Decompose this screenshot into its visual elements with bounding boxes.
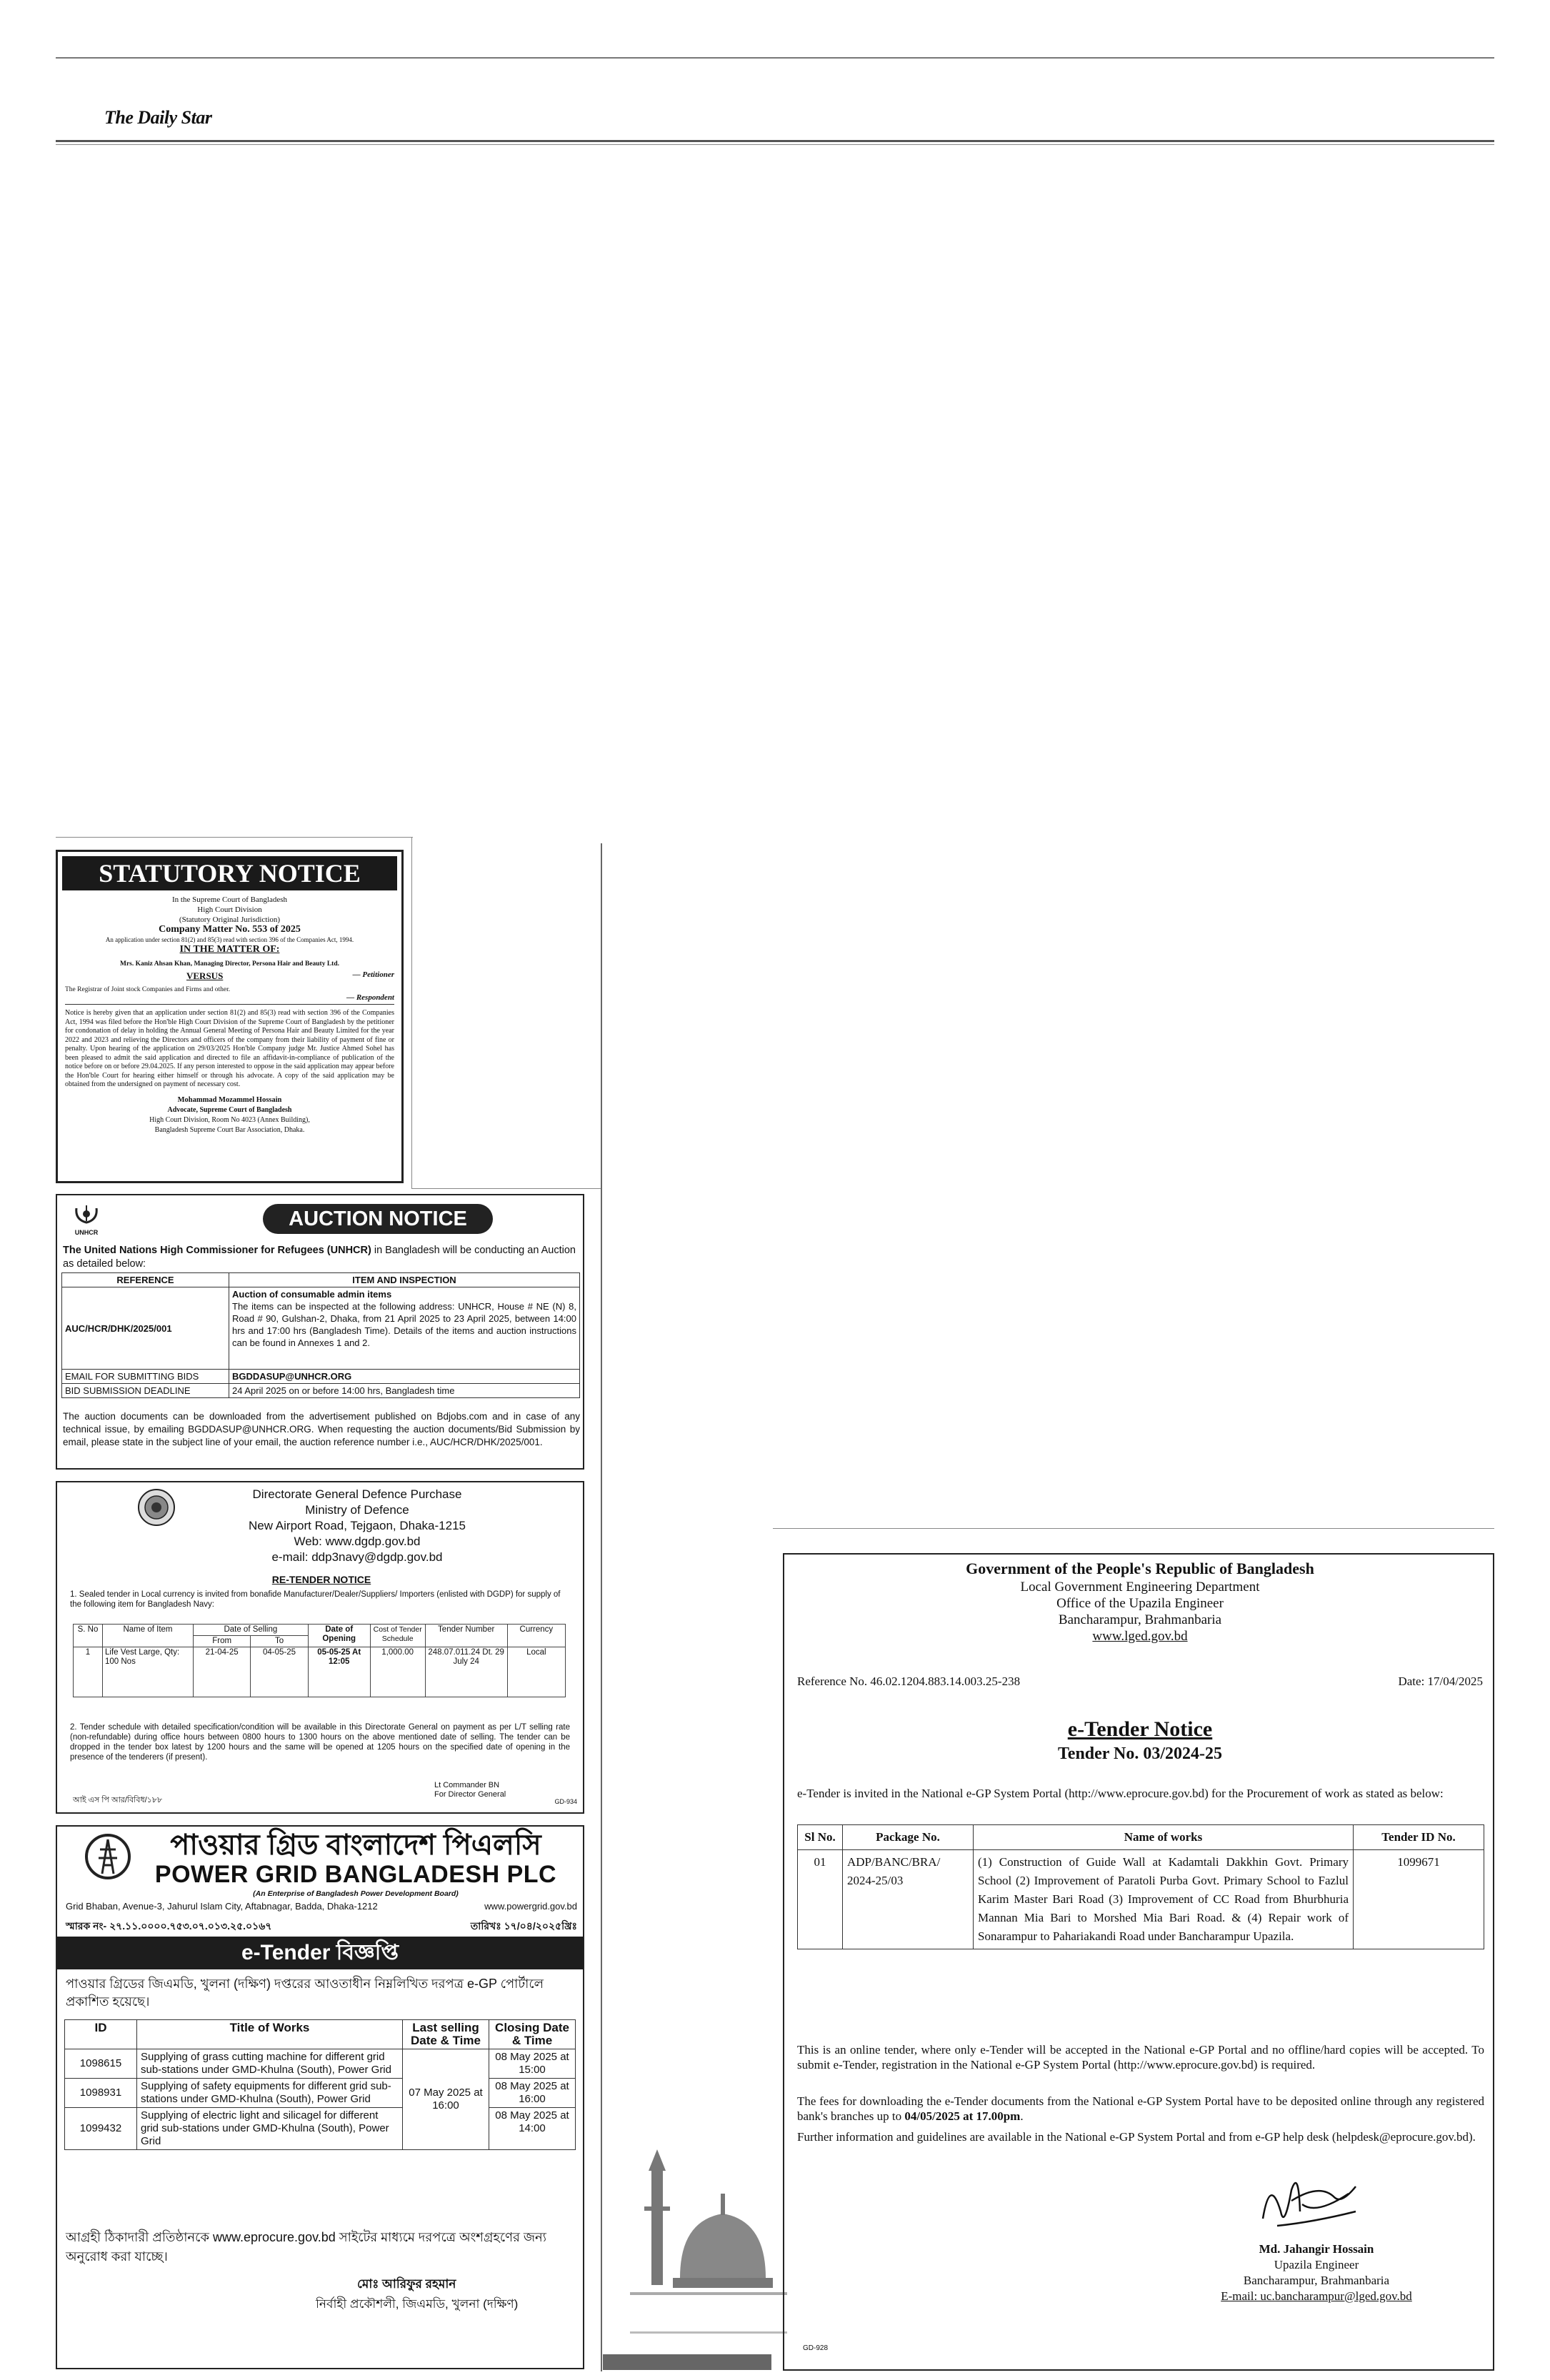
auction-title: AUCTION NOTICE [263,1204,493,1234]
h-date-opening: Date of Opening [308,1625,370,1647]
top-rule [56,57,1494,59]
powergrid-cta: আগ্রহী ঠিকাদারী প্রতিষ্ঠানকে www.eprocure.gov.bd সাইটের মাধ্যমে দরপত্রে অংশগ্রহণের জন্য অনুরোধ করা যাচ্ছে। [66,2230,546,2264]
deadline-label: BID SUBMISSION DEADLINE [62,1384,229,1398]
bid-email[interactable]: BGDDASUP@UNHCR.ORG [229,1370,580,1384]
r-tender-id: 1099671 [1354,1850,1484,1949]
ispr-ref: আই এস পি আর/বিবিধ/১৮৮ [73,1796,163,1804]
powergrid-table [64,2019,576,2150]
column-divider [601,843,602,2371]
unhcr-emblem-icon [72,1201,101,1225]
lged-sig-email[interactable]: E-mail: uc.bancharampur@lged.gov.bd [1221,2289,1412,2303]
respondent-name: The Registrar of Joint stock Companies and Firms and other. [65,986,231,993]
lged-date: Date: 17/04/2025 [1398,1674,1483,1688]
lged-tender-number: Tender No. 03/2024-25 [1057,1744,1222,1763]
lged-ref-line [797,1674,1483,1689]
h-cost: Cost of Tender Schedule [370,1625,425,1647]
email-label: EMAIL FOR SUBMITTING BIDS [62,1370,229,1384]
auction-footer: The auction documents can be downloaded from the advertisement published on Bdjobs.com and in case of any technical issue, by emailing BGDDASUP@UNHCR.ORG. When requesting the auction documents/Bid Submission by email, please state in the subject line of your email, the auction reference number i.e., AUC/HCR/DHK/2025/001. [63,1411,580,1447]
h-tender-number: Tender Number [425,1625,507,1647]
auction-intro [63,1244,579,1271]
lged-para-fees [797,2094,1484,2124]
lged-signature [1184,2241,1449,2304]
dgdp-emblem-icon [137,1488,176,1527]
row-closing: 08 May 2025 at 16:00 [489,2079,576,2108]
advocate-title: Advocate, Supreme Court of Bangladesh [167,1105,292,1114]
versus-label: VERSUS [186,970,224,981]
lged-fees-text: The fees for downloading the e-Tender documents from the National e-GP System Portal have to be deposited online through any registered bank's branches up to [797,2094,1484,2123]
lged-fees-deadline: 04/05/2025 at 17.00pm [904,2109,1021,2123]
r-from: 21-04-25 [194,1647,251,1697]
auction-notice [56,1194,584,1470]
in-the-matter: IN THE MATTER OF: [179,944,280,955]
lged-etender-notice [783,1553,1494,2371]
dgdp-web[interactable]: Web: www.dgdp.gov.bd [294,1535,421,1548]
dgdp-address: New Airport Road, Tejgaon, Dhaka-1215 [249,1519,466,1532]
h-item-name: Name of Item [103,1625,194,1647]
court-line-1: In the Supreme Court of Bangladesh [172,895,287,904]
r-sl: 01 [798,1850,843,1949]
application-line: An application under section 81(2) and 85(3) read with section 396 of the Companies Act, 1994. [105,936,354,943]
h-last-selling: Last selling Date & Time [403,2020,489,2049]
petitioner-name: Mrs. Kaniz Ahsan Khan, Managing Director, Persona Hair and Beauty Ltd. [119,960,339,968]
lged-department: Local Government Engineering Department [1020,1580,1260,1595]
table-row [798,1850,1484,1949]
bid-deadline: 24 April 2025 on or before 14:00 hrs, Bangladesh time [229,1384,580,1398]
dgdp-table [73,1624,566,1697]
header-rule-thin [56,144,1494,145]
table-row [65,2079,576,2108]
lged-title: e-Tender Notice [1067,1717,1213,1741]
lged-sig-name: Md. Jahangir Hossain [1259,2242,1374,2256]
powergrid-intro: পাওয়ার গ্রিডের জিএমডি, খুলনা (দক্ষিণ) দপ্তরের আওতাধীন নিম্নলিখিত দরপত্র e-GP পোর্টালে প্রকাশিত হয়েছে। [66,1977,544,2009]
dgdp-name: Directorate General Defence Purchase [252,1487,462,1501]
masthead-logo: The Daily Star [104,107,212,128]
dgdp-ministry: Ministry of Defence [305,1503,409,1517]
powergrid-subtitle: (An Enterprise of Bangladesh Power Development Board) [253,1889,459,1898]
r-package: ADP/BANC/BRA/ 2024-25/03 [843,1850,974,1949]
dgdp-para-2: 2. Tender schedule with detailed specification/condition will be available in this Directorate General on payment as per L/T selling rate (non-refundable) during office hours between 0800 hours to 1300 hours on the above mentioned date of selling. The tender can be dropped in the tender box latest by 1200 hours and the same will be opened at 1205 hours on the specified date of opening in the presence of the tenderers (if present). [70,1723,570,1762]
r-currency: Local [507,1647,565,1697]
dgdp-sig-rank: Lt Commander BN [434,1781,500,1789]
table-row [65,2049,576,2079]
r-to: 04-05-25 [251,1647,308,1697]
lged-sig-location: Bancharampur, Brahmanbaria [1243,2274,1390,2287]
statutory-notice [56,850,404,1183]
lged-invite: e-Tender is invited in the National e-GP System Portal (http://www.eprocure.gov.bd) for the Procurement of work as stated as below: [797,1787,1444,1800]
auction-intro-org: The United Nations High Commissioner for Refugees (UNHCR) [63,1245,371,1256]
r-cost: 1,000.00 [370,1647,425,1697]
row-id: 1098615 [65,2049,137,2079]
auction-intro-rest: in Bangladesh will be conducting an Auction as detailed below: [63,1245,576,1270]
court-line-2: High Court Division [197,905,262,914]
lged-location: Bancharampur, Brahmanbaria [1058,1612,1222,1627]
h-to: To [251,1636,308,1647]
powergrid-address: Grid Bhaban, Avenue-3, Jahurul Islam City, Aftabnagar, Badda, Dhaka-1212 [66,1901,378,1912]
header-rule [56,140,1494,142]
left-column-step-rule [411,1188,601,1189]
col-item-inspection: ITEM AND INSPECTION [229,1273,580,1287]
r-sno: 1 [74,1647,103,1697]
lged-sig-title: Upazila Engineer [1274,2258,1359,2271]
powergrid-name-english: POWER GRID BANGLADESH PLC [154,1861,557,1888]
powergrid-etender-notice [56,1825,584,2369]
powergrid-web[interactable]: www.powergrid.gov.bd [484,1901,577,1912]
company-matter: Company Matter No. 553 of 2025 [159,924,301,935]
statutory-divider [65,1004,394,1005]
h-title-works: Title of Works [137,2020,403,2049]
dgdp-retender-notice [56,1481,584,1814]
court-line-3: (Statutory Original Jurisdiction) [179,915,281,924]
lged-header [784,1559,1496,1645]
dgdp-email[interactable]: e-mail: ddp3navy@dgdp.gov.bd [271,1550,443,1564]
right-column-rule [773,1528,1494,1529]
gray-bar [603,2354,771,2370]
auction-item-title: Auction of consumable admin items [232,1289,392,1300]
left-column-top-rule [56,837,413,838]
lged-fees-end: . [1020,2109,1024,2123]
h-currency: Currency [507,1625,565,1647]
unhcr-logo [69,1201,104,1236]
row-id: 1099432 [65,2108,137,2150]
row-title: Supplying of safety equipments for different grid sub-stations under GMD-Khulna (South), Power Grid [137,2079,403,2108]
etender-banner: e-Tender বিজ্ঞপ্তি [57,1937,583,1969]
powergrid-address-line [66,1901,577,1912]
h-date-selling: Date of Selling [194,1625,309,1636]
signature-icon [1249,2161,1370,2240]
r-item-name: Life Vest Large, Qty: 100 Nos [103,1647,194,1697]
powergrid-date: তারিখঃ ১৭/০৪/২০২৫খ্রিঃ [470,1920,577,1932]
h-package: Package No. [843,1825,974,1850]
unhcr-wordmark: UNHCR [74,1229,99,1236]
powergrid-memo: স্মারক নং- ২৭.১১.০০০০.৭৫৩.০৭.০১৩.২৫.০১৬৭ [66,1920,272,1932]
petitioner-label: — Petitioner [352,970,394,979]
r-works: (1) Construction of Guide Wall at Kadamtali Dakkhin Govt. Primary School (2) Improvement of Paratoli Purba Govt. Primary School to Fazlul Karim Master Bari Road (3) Improvement of CC Road from Bhurbhuria Mannan Mia Bari to Morshed Mia Bari Road. & (4) Repair work of Sonarampur to Pahariakandi Road under Bancharampur Upazila. [974,1850,1354,1949]
table-row [65,2108,576,2150]
h-tender-id: Tender ID No. [1354,1825,1484,1850]
h-works: Name of works [974,1825,1354,1850]
lged-para-online: This is an online tender, where only e-Tender will be accepted in the National e-GP Portal and no offline/hard copies will be accepted. To submit e-Tender, registration in the National e-GP System Portal (http://www.eprocure.gov.bd) is required. [797,2043,1484,2072]
powergrid-sig-title: নির্বাহী প্রকৌশলী, জিএমডি, খুলনা (দক্ষিণ) [316,2297,519,2311]
powergrid-logo-icon [84,1832,131,1881]
lged-reference: Reference No. 46.02.1204.883.14.003.25-238 [797,1674,1021,1688]
retender-heading: RE-TENDER NOTICE [271,1574,371,1585]
advocate-room: High Court Division, Room No 4023 (Annex Building), [149,1115,310,1124]
left-column-divider [411,837,412,1188]
auction-table [61,1272,580,1398]
r-tender-number: 248.07.011.24 Dt. 29 July 24 [425,1647,507,1697]
row-closing: 08 May 2025 at 14:00 [489,2108,576,2150]
r-opening: 05-05-25 At 12:05 [308,1647,370,1697]
lged-gd-number: GD-928 [803,2344,829,2352]
lged-office: Office of the Upazila Engineer [1056,1596,1224,1611]
statutory-body: Notice is hereby given that an application under section 81(2) and 85(3) read with section 396 of the Companies Act, 1994 was filed before the Hon'ble High Court Division of the Supreme Court of Bangladesh by the petitioner for condonation of delay in holding the Annual General Meeting of Persona Hair and Beauty Limited for the year 2022 and 2023 and relieving the Directors and officers of the company from their liability of payment of fine or penalty. Upon hearing of the application on 29/03/2025 Hon'ble Company judge Mr. Justice Ahmed Sohel has been pleased to admit the said application and directed to file an affidavit-in-compliance of publication of the notice before on or before 29.04.2025. If any person interested to oppose in the said application may appear before the Hon'ble Court for hearing either himself or through his advocate. A copy of the said application may be obtained from the undersigned on payment of necessary cost. [65,1009,394,1088]
row-id: 1098931 [65,2079,137,2108]
lged-government: Government of the People's Republic of Bangladesh [966,1560,1314,1577]
mosque-illustration-icon [630,2128,787,2378]
auction-reference: AUC/HCR/DHK/2025/001 [62,1287,229,1370]
lged-table [797,1824,1484,1949]
h-from: From [194,1636,251,1647]
dgdp-gd-number: GD-934 [554,1798,577,1805]
auction-item-body: The items can be inspected at the following address: UNHCR, House # NE (N) 8, Road # 90, Gulshan-2, Dhaka, from 21 April 2025 to 23 April 2025, between 14:00 hrs and 17:00 hrs (Bangladesh Time). Details of the items and auction instructions can be found in Annexes 1 and 2. [232,1301,576,1348]
last-selling: 07 May 2025 at 16:00 [403,2049,489,2150]
powergrid-name-bangla: পাওয়ার গ্রিড বাংলাদেশ পিএলসি [170,1829,541,1861]
powergrid-ref-line [66,1918,577,1935]
row-title: Supplying of grass cutting machine for different grid sub-stations under GMD-Khulna (South), Power Grid [137,2049,403,2079]
advocate-name: Mohammad Mozammel Hossain [177,1095,282,1104]
lged-website[interactable]: www.lged.gov.bd [1092,1629,1188,1644]
h-sl: Sl No. [798,1825,843,1850]
h-closing: Closing Date & Time [489,2020,576,2049]
row-title: Supplying of electric light and silicagel for different grid sub-stations under GMD-Khulna (South), Power Grid [137,2108,403,2150]
h-sno: S. No [74,1625,103,1647]
dgdp-signature [434,1781,506,1799]
dgdp-sig-role: For Director General [434,1790,506,1799]
col-reference: REFERENCE [62,1273,229,1287]
row-closing: 08 May 2025 at 15:00 [489,2049,576,2079]
respondent-label: — Respondent [346,993,394,1002]
statutory-banner: STATUTORY NOTICE [62,856,397,890]
powergrid-sig-name: মোঃ আরিফুর রহমান [357,2277,456,2291]
dgdp-para-1: 1. Sealed tender in Local currency is invited from bonafide Manufacturer/Dealer/Suppliers/ Importers (enlisted with DGDP) for supply of the following item for Bangladesh Navy: [70,1590,561,1609]
lged-para-info: Further information and guidelines are available in the National e-GP System Portal and from e-GP help desk (helpdesk@eprocure.gov.bd). [797,2130,1476,2144]
auction-item [229,1287,580,1370]
advocate-association: Bangladesh Supreme Court Bar Association, Dhaka. [154,1125,305,1134]
dgdp-header [214,1487,500,1565]
h-id: ID [65,2020,137,2049]
